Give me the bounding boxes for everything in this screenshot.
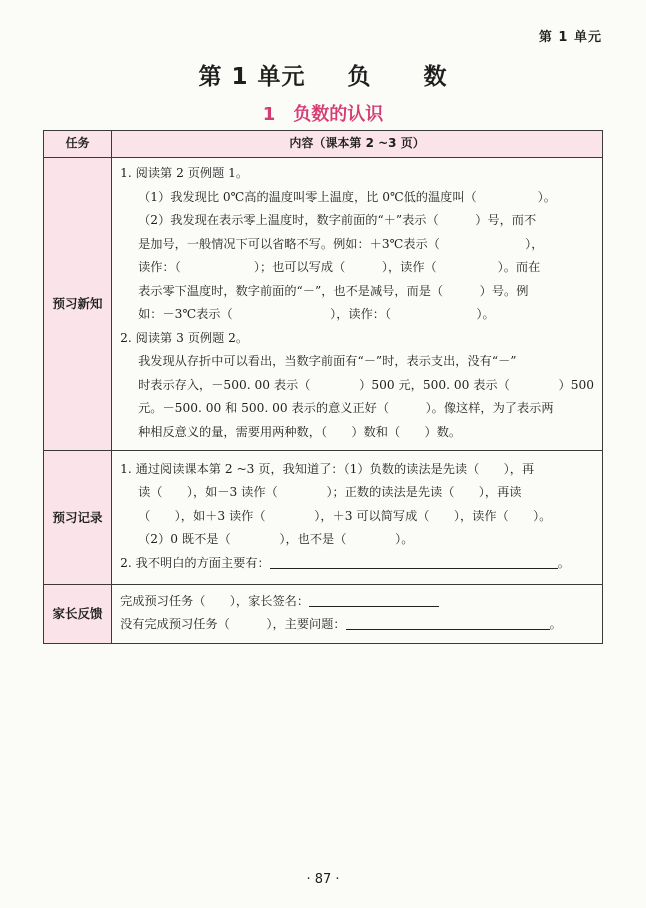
content-line: 是加号，一般情况下可以省略不写。例如：＋3℃表示（ ）， <box>138 236 544 251</box>
title-unit: 第 1 单元 <box>198 64 306 90</box>
content-line: 种相反意义的量，需要用两种数，（ ）数和（ ）数。 <box>138 424 462 439</box>
page-number: · 87 · <box>306 872 340 887</box>
title-word1: 负 <box>347 64 372 90</box>
content-line: 时表示存入，－500. 00 表示（ ）500 元，500. 00 表示（ ）500 <box>138 377 594 392</box>
content-line: 表示零下温度时，数字前面的“－”，也不是减号，而是（ ）号。例 <box>138 283 529 298</box>
signature-blank[interactable] <box>309 592 439 607</box>
row-label: 预习新知 <box>44 158 112 451</box>
table-header-row <box>44 131 603 158</box>
content-line: 1. 通过阅读课本第 2 ~3 页，我知道了：（1）负数的读法是先读（ ），再 <box>120 461 535 476</box>
feedback-text-1: 完成预习任务（ ），家长签名： <box>120 593 310 608</box>
section-title: 负数的认识 <box>293 104 384 125</box>
content-line: 元。－500. 00 和 500. 00 表示的意义正好（ ）。像这样，为了表示两 <box>138 401 554 415</box>
row-content <box>112 585 603 644</box>
section-number: 1 <box>262 104 276 125</box>
unit-tag: 第 1 单元 <box>538 30 602 45</box>
row-preview-knowledge <box>44 158 603 451</box>
content-line: 如：－3℃表示（ ），读作：（ ）。 <box>138 307 495 321</box>
section-subtitle <box>0 100 646 126</box>
question-text: 2. 我不明白的方面主要有： <box>120 555 270 570</box>
content-line: 我发现从存折中可以看出，当数字前面有“－”时，表示支出，没有“－” <box>138 354 517 368</box>
content-line: （ ），如＋3 读作（ ），＋3 可以简写成（ ），读作（ ）。 <box>138 508 552 523</box>
row-label: 预习记录 <box>44 451 112 585</box>
row-content <box>112 158 603 451</box>
content-line: 1. 阅读第 2 页例题 1。 <box>120 166 249 180</box>
content-line: 读（ ），如－3 读作（ ）；正数的读法是先读（ ），再读 <box>138 485 522 500</box>
title-word2: 数 <box>423 64 448 90</box>
header-content: 内容（课本第 2 ~3 页） <box>112 131 603 158</box>
page-title <box>0 58 646 91</box>
row-content <box>112 451 603 585</box>
feedback-line-2 <box>120 613 594 637</box>
answer-blank[interactable] <box>270 554 558 569</box>
question-end: 。 <box>557 555 570 570</box>
row-preview-record <box>44 451 603 585</box>
feedback-text-2: 没有完成预习任务（ ），主要问题： <box>120 617 346 631</box>
content-line: 2. 阅读第 3 页例题 2。 <box>120 330 249 345</box>
header-task: 任务 <box>44 131 112 158</box>
preview-table <box>43 130 603 644</box>
content-line: （1）我发现比 0℃高的温度叫零上温度，比 0℃低的温度叫（ ）。 <box>138 189 556 204</box>
feedback-line-1 <box>120 590 594 614</box>
feedback-end: 。 <box>549 617 562 631</box>
row-parent-feedback <box>44 585 603 644</box>
content-line: 读作：（ ）；也可以写成（ ），读作（ ）。而在 <box>138 260 541 274</box>
question-line <box>120 552 594 576</box>
content-line: （2）0 既不是（ ），也不是（ ）。 <box>138 532 414 547</box>
row-label: 家长反馈 <box>44 585 112 644</box>
problem-blank[interactable] <box>346 615 550 630</box>
content-line: （2）我发现在表示零上温度时，数字前面的“＋”表示（ ）号，而不 <box>138 213 537 227</box>
